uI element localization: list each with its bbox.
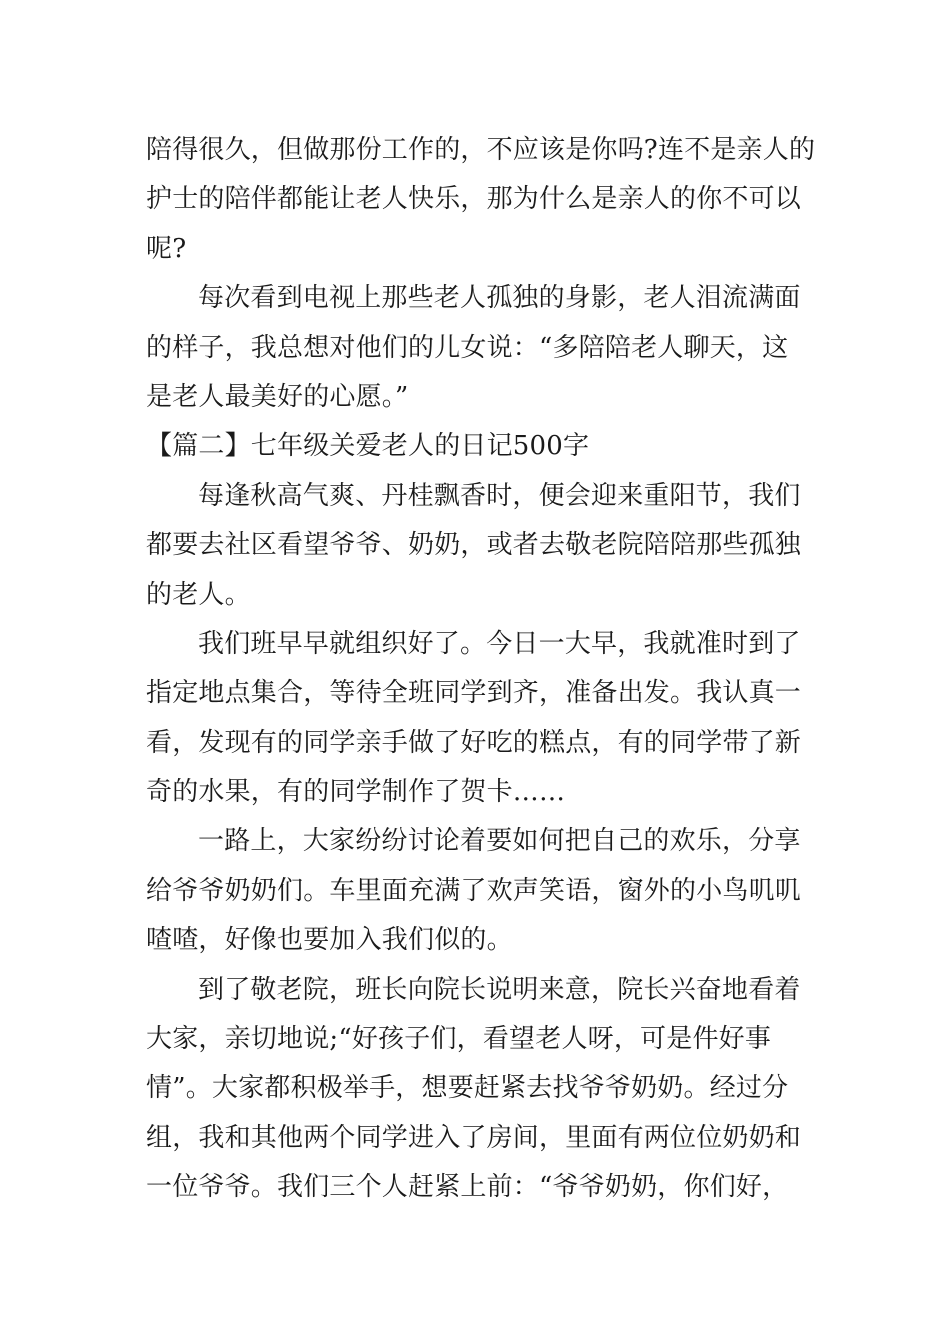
text-line: 组，我和其他两个同学进入了房间，里面有两位位奶奶和 xyxy=(146,1122,802,1153)
text-line: 护士的陪伴都能让老人快乐，那为什么是亲人的你不可以 xyxy=(146,184,802,215)
text-line: 看，发现有的同学亲手做了好吃的糕点，有的同学带了新 xyxy=(146,727,802,758)
document-body xyxy=(146,126,816,1213)
text-line: 陪得很久，但做那份工作的，不应该是你吗?连不是亲人的 xyxy=(146,135,816,165)
text-line: 情”。大家都积极举手，想要赶紧去找爷爷奶奶。经过分 xyxy=(146,1073,789,1104)
text-line: 呢? xyxy=(146,233,187,264)
text-line: 我们班早早就组织好了。今日一大早，我就准时到了 xyxy=(198,628,801,659)
text-line: 是老人最美好的心愿。” xyxy=(146,381,409,412)
text-line: 指定地点集合，等待全班同学到齐，准备出发。我认真一 xyxy=(146,678,802,709)
text-line: 到了敬老院，班长向院长说明来意，院长兴奋地看着 xyxy=(198,974,801,1005)
text-line: 一位爷爷。我们三个人赶紧上前：“爷爷奶奶，你们好， xyxy=(146,1172,789,1203)
text-line: 大家，亲切地说;“好孩子们，看望老人呀，可是件好事 xyxy=(146,1024,772,1055)
text-line: 喳喳，好像也要加入我们似的。 xyxy=(146,925,513,956)
text-line: 每次看到电视上那些老人孤独的身影，老人泪流满面 xyxy=(198,283,801,314)
text-line: 一路上，大家纷纷讨论着要如何把自己的欢乐，分享 xyxy=(198,826,801,857)
text-line: 的样子，我总想对他们的儿女说：“多陪陪老人聊天，这 xyxy=(146,332,789,363)
section-heading: 【篇二】七年级关爱老人的日记500字 xyxy=(146,431,590,462)
text-line: 每逢秋高气爽、丹桂飘香时，便会迎来重阳节，我们 xyxy=(198,480,801,511)
text-line: 都要去社区看望爷爷、奶奶，或者去敬老院陪陪那些孤独 xyxy=(146,530,802,561)
text-line: 给爷爷奶奶们。车里面充满了欢声笑语，窗外的小鸟叽叽 xyxy=(146,875,802,906)
text-line: 的老人。 xyxy=(146,579,251,610)
text-line: 奇的水果，有的同学制作了贺卡…… xyxy=(146,777,566,808)
